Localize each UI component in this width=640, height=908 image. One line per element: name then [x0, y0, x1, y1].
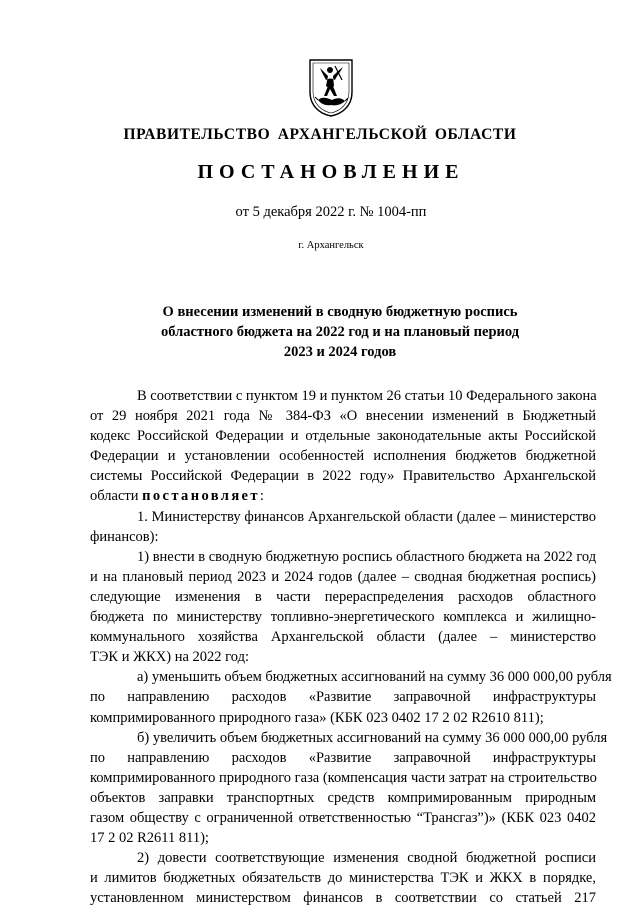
document-city: г. Архангельск: [298, 240, 364, 251]
body-line: бюджета по министерству топливно-энергетического комплекса и жилищно-: [90, 609, 596, 626]
body-line: финансов):: [90, 528, 159, 545]
document-body: [90, 386, 612, 908]
body-line: от 29 ноября 2021 года № 384-ФЗ «О внесении изменений в Бюджетный: [90, 408, 596, 425]
body-line: 17 2 02 R2611 811);: [90, 830, 209, 847]
body-line: В соответствии с пунктом 19 и пунктом 26 статьи 10 Федерального закона: [137, 388, 597, 404]
government-name: ПРАВИТЕЛЬСТВО АРХАНГЕЛЬСКОЙ ОБЛАСТИ: [123, 126, 517, 143]
body-line: 1. Министерству финансов Архангельской области (далее – министерство: [137, 508, 596, 525]
body-line: 1) внести в сводную бюджетную роспись областного бюджета на 2022 год: [137, 548, 597, 565]
document-title: [150, 302, 530, 362]
coat-of-arms-icon: [308, 58, 354, 118]
title-line: 2023 и 2024 годов: [283, 344, 397, 360]
title-line: О внесении изменений в сводную бюджетную роспись: [162, 304, 518, 320]
title-line: областного бюджета на 2022 год и на плановый период: [160, 324, 520, 340]
body-line: Федерации и установлении особенностей исполнения бюджетов бюджетной: [90, 448, 596, 465]
body-line: газом обществу с ограниченной ответственностью “Трансгаз”)» (КБК 023 0402: [90, 809, 596, 826]
body-line: 2) довести соответствующие изменения сводной бюджетной росписи: [137, 850, 596, 867]
body-text: :: [259, 488, 264, 505]
body-line: а) уменьшить объем бюджетных ассигнований на сумму 36 000 000,00 рубля: [137, 669, 612, 686]
body-line: установленном министерством финансов в соответствии со статьей 217: [90, 890, 596, 907]
body-line: по направлению расходов «Развитие заправочной инфраструктуры: [90, 689, 596, 706]
body-line: следующие изменения в части перераспределения расходов областного: [90, 588, 596, 605]
body-line: б) увеличить объем бюджетных ассигнований на сумму 36 000 000,00 рубля: [137, 729, 608, 746]
body-line: системы Российской Федерации в 2022 году» Правительство Архангельской: [90, 468, 596, 485]
body-line: ТЭК и ЖКХ) на 2022 год:: [90, 649, 249, 666]
document-date-number: от 5 декабря 2022 г. № 1004-пп: [235, 204, 427, 220]
resolution-word: постановляет: [142, 488, 260, 505]
body-line: компримированного природного газа» (КБК 023 0402 17 2 02 R2610 811);: [90, 709, 544, 726]
body-line: коммунального хозяйства Архангельской области (далее – министерство: [90, 629, 596, 646]
body-line: и лимитов бюджетных обязательств до министерства ТЭК и ЖКХ в порядке,: [90, 870, 596, 887]
document-type: ПОСТАНОВЛЕНИЕ: [197, 161, 465, 183]
body-line: [90, 486, 596, 506]
body-line: объектов заправки транспортных средств компримированным природным: [90, 789, 596, 806]
body-line: компримированного природного газа (компенсация части затрат на строительство: [90, 769, 597, 786]
body-line: кодекс Российской Федерации и отдельные законодательные акты Российской: [90, 428, 596, 445]
body-line: и на плановый период 2023 и 2024 годов (далее – сводная бюджетная роспись): [90, 568, 596, 585]
body-text: области: [90, 488, 143, 505]
body-line: по направлению расходов «Развитие заправочной инфраструктуры: [90, 749, 596, 766]
